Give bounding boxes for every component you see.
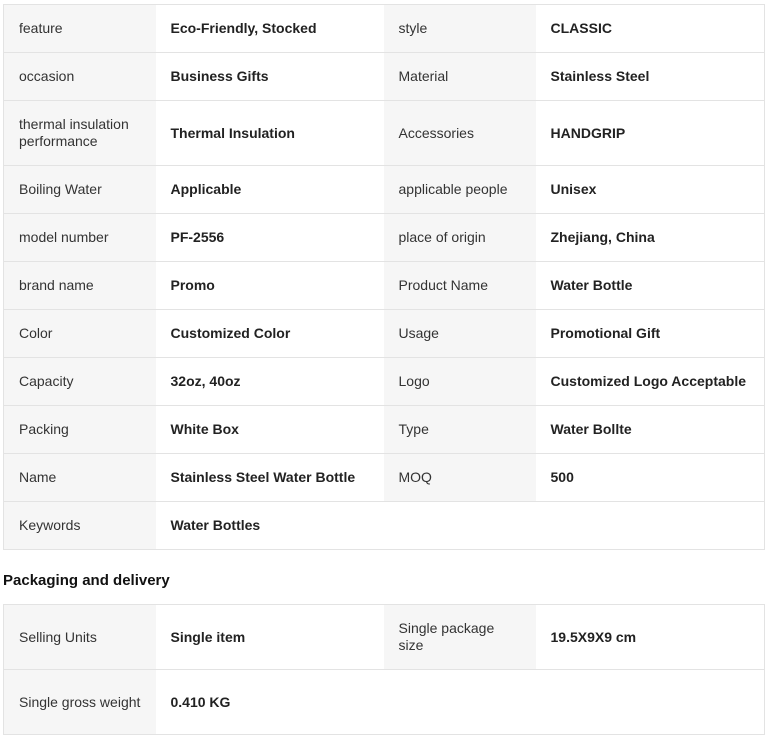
attr-label: place of origin bbox=[384, 214, 536, 262]
attr-label: Color bbox=[4, 310, 156, 358]
attr-value: 32oz, 40oz bbox=[156, 358, 384, 406]
attr-value: Customized Logo Acceptable bbox=[536, 358, 765, 406]
attr-label: occasion bbox=[4, 53, 156, 101]
attr-value: 0.410 KG bbox=[156, 670, 384, 735]
table-row bbox=[4, 262, 765, 310]
attr-value: PF-2556 bbox=[156, 214, 384, 262]
empty-cell bbox=[536, 670, 765, 735]
attr-label: Accessories bbox=[384, 101, 536, 166]
attr-label: Single gross weight bbox=[4, 670, 156, 735]
table-row bbox=[4, 310, 765, 358]
attr-label: Usage bbox=[384, 310, 536, 358]
attr-value: Single item bbox=[156, 605, 384, 670]
empty-cell bbox=[384, 502, 536, 550]
table-row bbox=[4, 101, 765, 166]
attributes-table bbox=[3, 4, 765, 550]
attr-label: Type bbox=[384, 406, 536, 454]
attr-label: Single package size bbox=[384, 605, 536, 670]
attr-value: Zhejiang, China bbox=[536, 214, 765, 262]
table-row bbox=[4, 605, 765, 670]
attr-label: Packing bbox=[4, 406, 156, 454]
attr-value: White Box bbox=[156, 406, 384, 454]
attr-label: Logo bbox=[384, 358, 536, 406]
packaging-table bbox=[3, 604, 765, 735]
attr-value: Eco-Friendly, Stocked bbox=[156, 5, 384, 53]
attr-value: Water Bollte bbox=[536, 406, 765, 454]
attr-value: Customized Color bbox=[156, 310, 384, 358]
attr-value: Stainless Steel Water Bottle bbox=[156, 454, 384, 502]
attr-value: Promo bbox=[156, 262, 384, 310]
attr-label: Material bbox=[384, 53, 536, 101]
attr-label: Keywords bbox=[4, 502, 156, 550]
table-row bbox=[4, 214, 765, 262]
attr-value: HANDGRIP bbox=[536, 101, 765, 166]
attr-value: Water Bottles bbox=[156, 502, 384, 550]
attr-value: Stainless Steel bbox=[536, 53, 765, 101]
table-row bbox=[4, 454, 765, 502]
attr-label: feature bbox=[4, 5, 156, 53]
attr-label: thermal insulation performance bbox=[4, 101, 156, 166]
attr-value: Water Bottle bbox=[536, 262, 765, 310]
attr-value: Thermal Insulation bbox=[156, 101, 384, 166]
attr-value: 500 bbox=[536, 454, 765, 502]
attr-value: Applicable bbox=[156, 166, 384, 214]
attr-label: applicable people bbox=[384, 166, 536, 214]
table-row bbox=[4, 502, 765, 550]
attr-label: brand name bbox=[4, 262, 156, 310]
attr-value: 19.5X9X9 cm bbox=[536, 605, 765, 670]
table-row bbox=[4, 166, 765, 214]
attr-value: Promotional Gift bbox=[536, 310, 765, 358]
attr-label: MOQ bbox=[384, 454, 536, 502]
table-row bbox=[4, 5, 765, 53]
attr-value: Business Gifts bbox=[156, 53, 384, 101]
table-row bbox=[4, 358, 765, 406]
attr-label: style bbox=[384, 5, 536, 53]
attr-label: Capacity bbox=[4, 358, 156, 406]
attr-value: CLASSIC bbox=[536, 5, 765, 53]
table-row bbox=[4, 670, 765, 735]
attr-value: Unisex bbox=[536, 166, 765, 214]
section-title: Packaging and delivery bbox=[3, 572, 170, 589]
table-row bbox=[4, 53, 765, 101]
attr-label: Name bbox=[4, 454, 156, 502]
empty-cell bbox=[384, 670, 536, 735]
attr-label: Product Name bbox=[384, 262, 536, 310]
table-row bbox=[4, 406, 765, 454]
attr-label: Boiling Water bbox=[4, 166, 156, 214]
attr-label: model number bbox=[4, 214, 156, 262]
attr-label: Selling Units bbox=[4, 605, 156, 670]
empty-cell bbox=[536, 502, 765, 550]
